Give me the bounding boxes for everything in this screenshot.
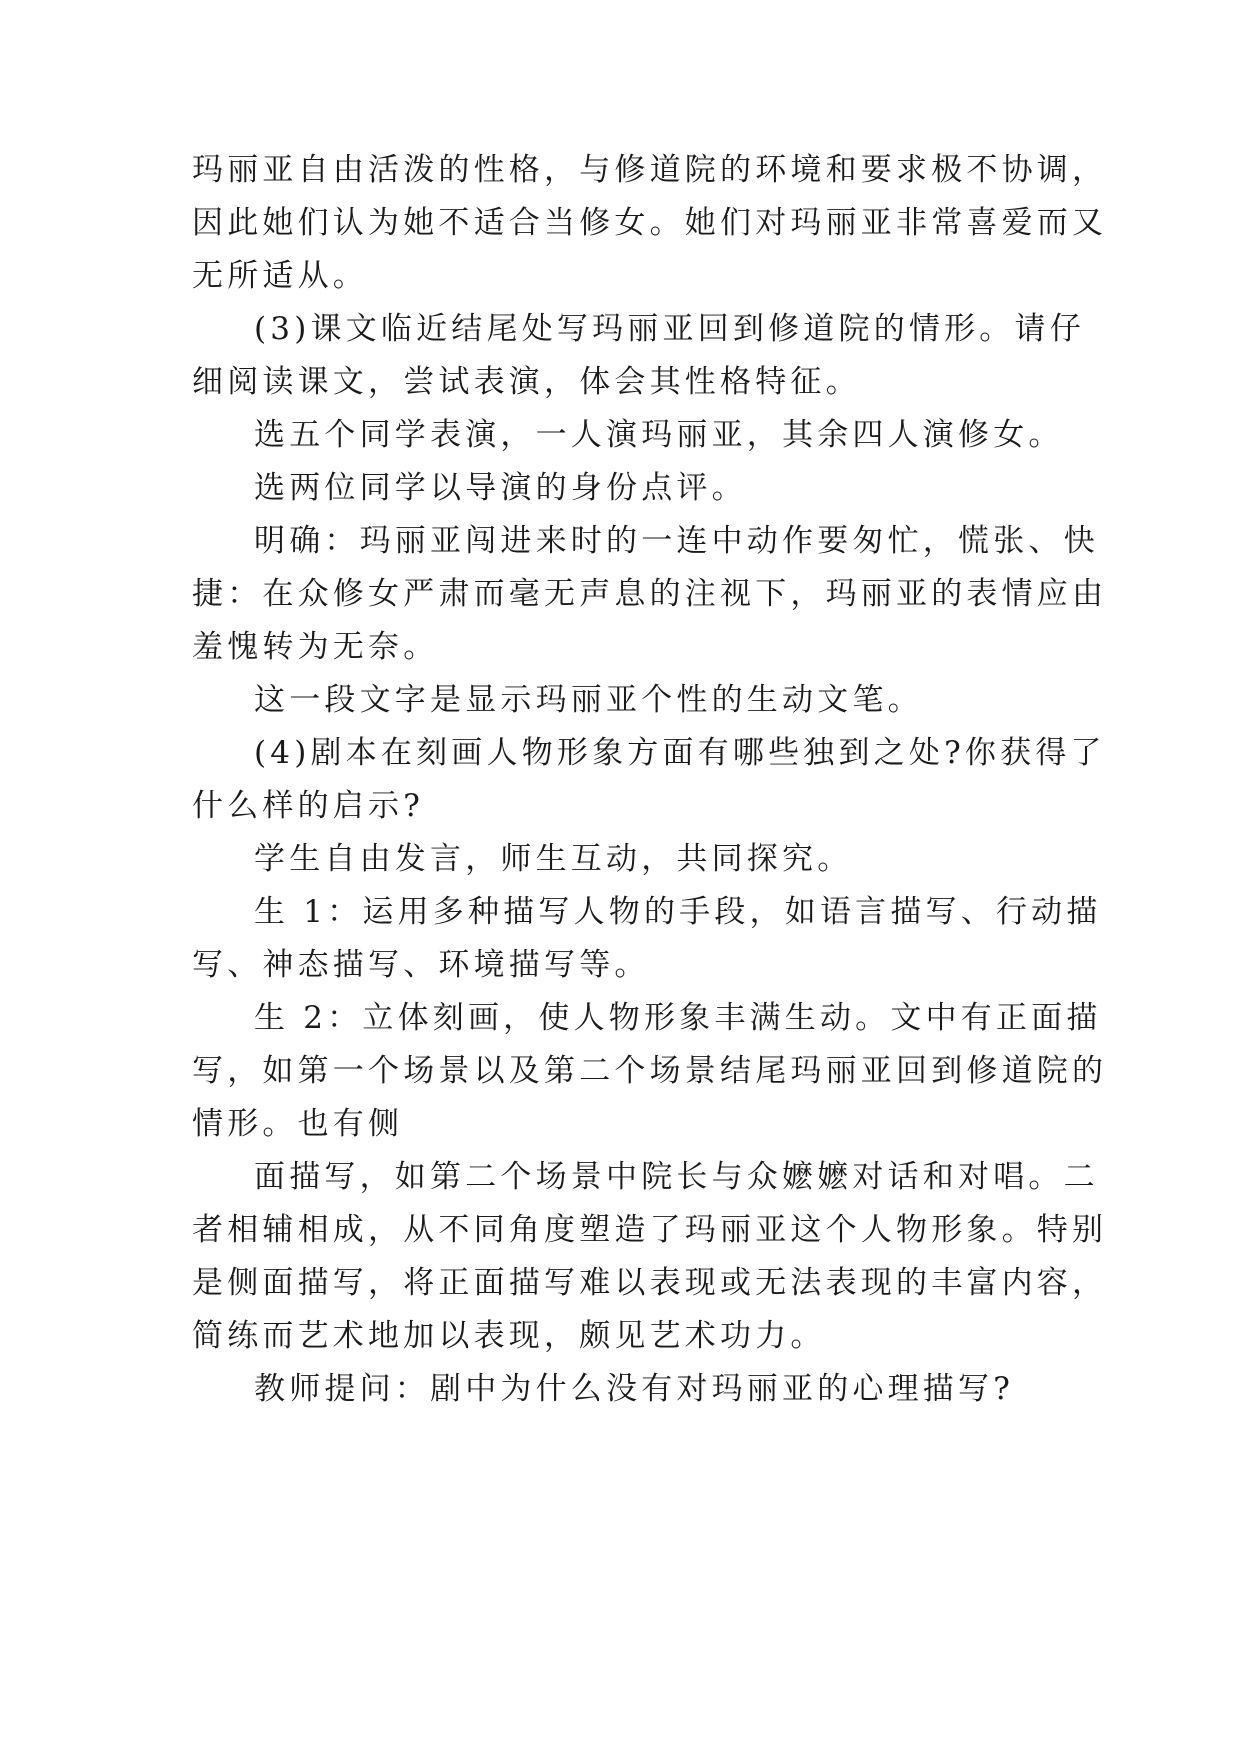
- text-line: 什么样的启示?: [192, 788, 425, 824]
- text-line: 者相辅相成，从不同角度塑造了玛丽亚这个人物形象。特别: [192, 1212, 1108, 1248]
- text-line: 学生自由发言，师生互动，共同探究。: [254, 841, 853, 877]
- text-line: 情形。也有侧: [192, 1106, 404, 1142]
- text-line: 因此她们认为她不适合当修女。她们对玛丽亚非常喜爱而又: [192, 205, 1108, 241]
- text-line: 明确：玛丽亚闯进来时的一连中动作要匆忙，慌张、快: [254, 523, 1099, 559]
- text-line: 面描写，如第二个场景中院长与众嬷嬷对话和对唱。二: [254, 1159, 1099, 1195]
- text-line: 玛丽亚自由活泼的性格，与修道院的环境和要求极不协调，: [192, 152, 1108, 188]
- text-line: 羞愧转为无奈。: [192, 629, 439, 665]
- text-line: 生 1：运用多种描写人物的手段，如语言描写、行动描: [254, 894, 1102, 930]
- text-line: 生 2：立体刻画，使人物形象丰满生动。文中有正面描: [254, 1000, 1102, 1036]
- text-line: (4)剧本在刻画人物形象方面有哪些独到之处?你获得了: [254, 735, 1106, 771]
- text-line: 是侧面描写，将正面描写难以表现或无法表现的丰富内容，: [192, 1265, 1108, 1301]
- text-line: 这一段文字是显示玛丽亚个性的生动文笔。: [254, 682, 923, 718]
- text-line: (3)课文临近结尾处写玛丽亚回到修道院的情形。请仔: [254, 311, 1085, 347]
- text-line: 写，如第一个场景以及第二个场景结尾玛丽亚回到修道院的: [192, 1053, 1108, 1089]
- text-line: 无所适从。: [192, 258, 368, 294]
- text-line: 细阅读课文，尝试表演，体会其性格特征。: [192, 364, 861, 400]
- text-line: 选两位同学以导演的身份点评。: [254, 470, 747, 506]
- text-line: 捷：在众修女严肃而毫无声息的注视下，玛丽亚的表情应由: [192, 576, 1108, 612]
- text-line: 选五个同学表演，一人演玛丽亚，其余四人演修女。: [254, 417, 1064, 453]
- text-line: 教师提问：剧中为什么没有对玛丽亚的心理描写?: [254, 1371, 1015, 1407]
- text-line: 简练而艺术地加以表现，颇见艺术功力。: [192, 1318, 826, 1354]
- text-line: 写、神态描写、环境描写等。: [192, 947, 650, 983]
